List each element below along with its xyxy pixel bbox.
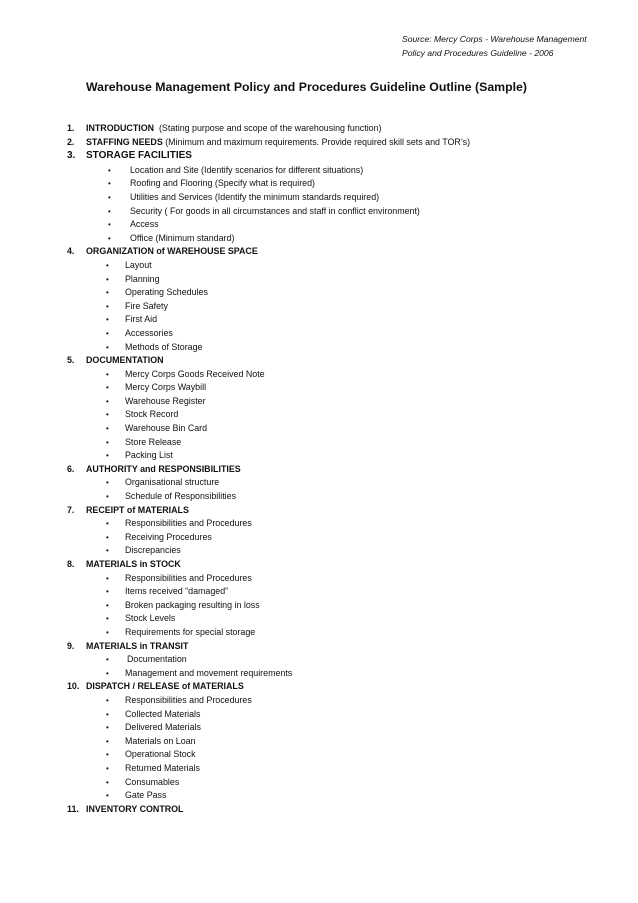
- bullet-icon: •: [108, 165, 111, 175]
- bullet-item-text: Materials on Loan: [125, 735, 196, 746]
- outline-section: [67, 463, 627, 504]
- bullet-item-text: Items received “damaged”: [125, 586, 229, 597]
- section-number: 4.: [67, 246, 75, 257]
- section-heading: [67, 245, 627, 259]
- bullet-item-text: Gate Pass: [125, 790, 167, 801]
- bullet-icon: •: [106, 328, 109, 338]
- bullet-list: [67, 164, 627, 246]
- section-number: 1.: [67, 123, 75, 133]
- bullet-list: [67, 259, 627, 354]
- bullet-item: [67, 422, 627, 436]
- bullet-icon: •: [106, 383, 109, 393]
- section-number: 2.: [67, 136, 75, 147]
- bullet-item-text: Mercy Corps Goods Received Note: [125, 368, 265, 379]
- section-title-group: [86, 680, 244, 694]
- bullet-icon: •: [106, 437, 109, 447]
- bullet-item-text: Organisational structure: [125, 477, 220, 488]
- bullet-item-text: Consumables: [125, 776, 180, 787]
- bullet-icon: •: [106, 532, 109, 542]
- bullet-list: [67, 572, 627, 640]
- bullet-icon: •: [106, 519, 109, 529]
- section-heading: [67, 136, 627, 150]
- bullet-item-text: Office (Minimum standard): [130, 232, 235, 243]
- bullet-item: [67, 381, 627, 395]
- bullet-icon: •: [106, 614, 109, 624]
- bullet-item: [67, 599, 627, 613]
- bullet-item: [67, 191, 627, 205]
- bullet-icon: •: [106, 600, 109, 610]
- bullet-icon: •: [106, 763, 109, 773]
- bullet-item: [67, 626, 627, 640]
- bullet-item: [67, 436, 627, 450]
- bullet-icon: •: [106, 342, 109, 352]
- bullet-icon: •: [108, 220, 111, 230]
- bullet-item: [67, 205, 627, 219]
- section-number: 5.: [67, 355, 75, 366]
- bullet-item-text: Broken packaging resulting in loss: [125, 599, 260, 610]
- bullet-icon: •: [106, 777, 109, 787]
- bullet-item: [67, 218, 627, 232]
- section-number: 6.: [67, 463, 75, 474]
- bullet-item: [67, 177, 627, 191]
- bullet-item-text: Schedule of Responsibilities: [125, 491, 237, 502]
- bullet-icon: •: [108, 233, 111, 243]
- bullet-icon: •: [106, 369, 109, 379]
- section-title: RECEIPT of MATERIALS: [86, 504, 189, 515]
- section-heading: [67, 463, 627, 477]
- bullet-icon: •: [108, 179, 111, 189]
- bullet-icon: •: [106, 478, 109, 488]
- bullet-item-text: Returned Materials: [125, 762, 200, 773]
- bullet-list: [67, 653, 627, 680]
- bullet-item: [67, 776, 627, 790]
- outline-section: [67, 680, 627, 802]
- bullet-item: [67, 544, 627, 558]
- bullet-item-text: Packing List: [125, 450, 173, 461]
- bullet-icon: •: [106, 587, 109, 597]
- bullet-item: [67, 748, 627, 762]
- bullet-icon: •: [106, 791, 109, 801]
- bullet-icon: •: [106, 546, 109, 556]
- bullet-item: [67, 286, 627, 300]
- bullet-item-text: Receiving Procedures: [125, 531, 212, 542]
- bullet-item-text: Collected Materials: [125, 708, 201, 719]
- section-title-group: [86, 558, 181, 572]
- bullet-item: [67, 395, 627, 409]
- bullet-item-text: Mercy Corps Waybill: [125, 382, 207, 393]
- section-title: ORGANIZATION of WAREHOUSE SPACE: [86, 246, 258, 257]
- bullet-item-text: Stock Record: [125, 409, 179, 420]
- bullet-icon: •: [106, 695, 109, 705]
- section-number: 8.: [67, 559, 75, 569]
- bullet-icon: •: [106, 750, 109, 760]
- bullet-item: [67, 449, 627, 463]
- section-title-group: [86, 504, 189, 518]
- bullet-item-text: Store Release: [125, 436, 182, 447]
- bullet-item: [67, 327, 627, 341]
- bullet-item-text: Roofing and Flooring (Specify what is required): [130, 178, 315, 189]
- document-title: Warehouse Management Policy and Procedures Guideline Outline (Sample): [86, 80, 527, 94]
- bullet-item: [67, 762, 627, 776]
- bullet-item-text: Accessories: [125, 327, 173, 338]
- bullet-icon: •: [106, 723, 109, 733]
- bullet-icon: •: [106, 668, 109, 678]
- bullet-list: [67, 694, 627, 803]
- section-title-group: [86, 803, 183, 817]
- bullet-item-text: First Aid: [125, 314, 158, 325]
- bullet-item-text: Methods of Storage: [125, 341, 203, 352]
- section-heading: [67, 680, 627, 694]
- bullet-icon: •: [106, 492, 109, 502]
- bullet-icon: •: [106, 451, 109, 461]
- outline-section: [67, 149, 627, 245]
- bullet-item: [67, 531, 627, 545]
- bullet-item: [67, 612, 627, 626]
- section-title-group: [86, 122, 382, 136]
- bullet-item-text: Warehouse Bin Card: [125, 423, 208, 434]
- bullet-item: [67, 789, 627, 803]
- bullet-item-text: Operational Stock: [125, 749, 196, 760]
- bullet-item: [67, 408, 627, 422]
- bullet-icon: •: [106, 396, 109, 406]
- section-heading: [67, 149, 627, 164]
- bullet-item-text: Security ( For goods in all circumstances and staff in conflict environment): [130, 205, 420, 216]
- section-title-group: [86, 463, 241, 477]
- bullet-item: [67, 735, 627, 749]
- section-title: MATERIALS in STOCK: [86, 559, 181, 569]
- source-note-line-2: Policy and Procedures Guideline - 2006: [402, 48, 554, 58]
- outline-list: [67, 122, 627, 816]
- section-description: (Minimum and maximum requirements. Provide required skill sets and TOR’s): [162, 136, 471, 147]
- section-title-group: [86, 149, 192, 164]
- section-title-group: [86, 354, 164, 368]
- bullet-icon: •: [106, 315, 109, 325]
- bullet-icon: •: [106, 627, 109, 637]
- bullet-item-text: Documentation: [127, 654, 187, 665]
- section-description: (Stating purpose and scope of the warehousing function): [154, 123, 382, 133]
- section-heading: [67, 504, 627, 518]
- section-title: DISPATCH / RELEASE of MATERIALS: [86, 681, 244, 692]
- bullet-item-text: Location and Site (Identify scenarios for different situations): [130, 164, 364, 175]
- outline-section: [67, 122, 627, 136]
- section-number: 9.: [67, 640, 75, 651]
- bullet-item: [67, 300, 627, 314]
- bullet-item-text: Warehouse Register: [125, 395, 206, 406]
- bullet-item: [67, 667, 627, 681]
- bullet-icon: •: [106, 301, 109, 311]
- bullet-item-text: Requirements for special storage: [125, 626, 256, 637]
- section-number: 10.: [67, 681, 80, 692]
- bullet-item: [67, 585, 627, 599]
- section-title: STORAGE FACILITIES: [86, 150, 192, 162]
- bullet-item: [67, 259, 627, 273]
- bullet-item: [67, 490, 627, 504]
- outline-section: [67, 558, 627, 640]
- bullet-icon: •: [106, 655, 109, 665]
- bullet-item-text: Responsibilities and Procedures: [125, 518, 252, 529]
- bullet-item: [67, 476, 627, 490]
- bullet-item: [67, 232, 627, 246]
- section-number: 11.: [67, 803, 79, 814]
- bullet-icon: •: [106, 736, 109, 746]
- bullet-item: [67, 368, 627, 382]
- bullet-item-text: Management and movement requirements: [125, 667, 293, 678]
- outline-section: [67, 136, 627, 150]
- bullet-item: [67, 273, 627, 287]
- outline-section: [67, 640, 627, 681]
- outline-section: [67, 803, 627, 817]
- bullet-list: [67, 368, 627, 463]
- bullet-item-text: Access: [130, 219, 159, 230]
- bullet-list: [67, 476, 627, 503]
- bullet-icon: •: [106, 288, 109, 298]
- section-heading: [67, 122, 627, 136]
- bullet-item-text: Responsibilities and Procedures: [125, 694, 252, 705]
- bullet-item-text: Utilities and Services (Identify the minimum standards required): [130, 191, 380, 202]
- bullet-icon: •: [108, 206, 111, 216]
- outline-section: [67, 354, 627, 463]
- section-number: 7.: [67, 504, 75, 515]
- section-number: 3.: [67, 150, 76, 162]
- bullet-item: [67, 708, 627, 722]
- section-title-group: [86, 640, 188, 654]
- bullet-item: [67, 164, 627, 178]
- bullet-item-text: Operating Schedules: [125, 287, 208, 298]
- bullet-icon: •: [106, 260, 109, 270]
- bullet-item: [67, 341, 627, 355]
- bullet-item-text: Delivered Materials: [125, 722, 201, 733]
- bullet-icon: •: [106, 424, 109, 434]
- section-title: MATERIALS in TRANSIT: [86, 640, 189, 651]
- section-title-group: [86, 136, 470, 150]
- bullet-item-text: Fire Safety: [125, 300, 168, 311]
- source-note: [402, 32, 627, 60]
- bullet-item: [67, 694, 627, 708]
- bullet-icon: •: [106, 274, 109, 284]
- section-title: AUTHORITY and RESPONSIBILITIES: [86, 463, 241, 474]
- section-title: DOCUMENTATION: [86, 355, 164, 366]
- bullet-item: [67, 653, 627, 667]
- bullet-icon: •: [106, 573, 109, 583]
- bullet-item-text: Responsibilities and Procedures: [125, 572, 252, 583]
- section-title: INTRODUCTION: [86, 123, 155, 133]
- section-title: INVENTORY CONTROL: [86, 803, 184, 814]
- bullet-item: [67, 572, 627, 586]
- section-title-group: [86, 245, 258, 259]
- bullet-item: [67, 721, 627, 735]
- section-heading: [67, 558, 627, 572]
- section-heading: [67, 803, 627, 817]
- source-note-line-1: Source: Mercy Corps - Warehouse Management: [402, 34, 587, 44]
- bullet-icon: •: [106, 709, 109, 719]
- outline-section: [67, 504, 627, 558]
- bullet-item-text: Stock Levels: [125, 613, 176, 624]
- bullet-icon: •: [108, 192, 111, 202]
- bullet-item-text: Planning: [125, 273, 160, 284]
- section-heading: [67, 640, 627, 654]
- bullet-item: [67, 313, 627, 327]
- bullet-list: [67, 517, 627, 558]
- outline-section: [67, 245, 627, 354]
- section-heading: [67, 354, 627, 368]
- bullet-item-text: Discrepancies: [125, 545, 181, 556]
- bullet-item-text: Layout: [125, 259, 152, 270]
- bullet-icon: •: [106, 410, 109, 420]
- bullet-item: [67, 517, 627, 531]
- section-title: STAFFING NEEDS: [86, 136, 163, 147]
